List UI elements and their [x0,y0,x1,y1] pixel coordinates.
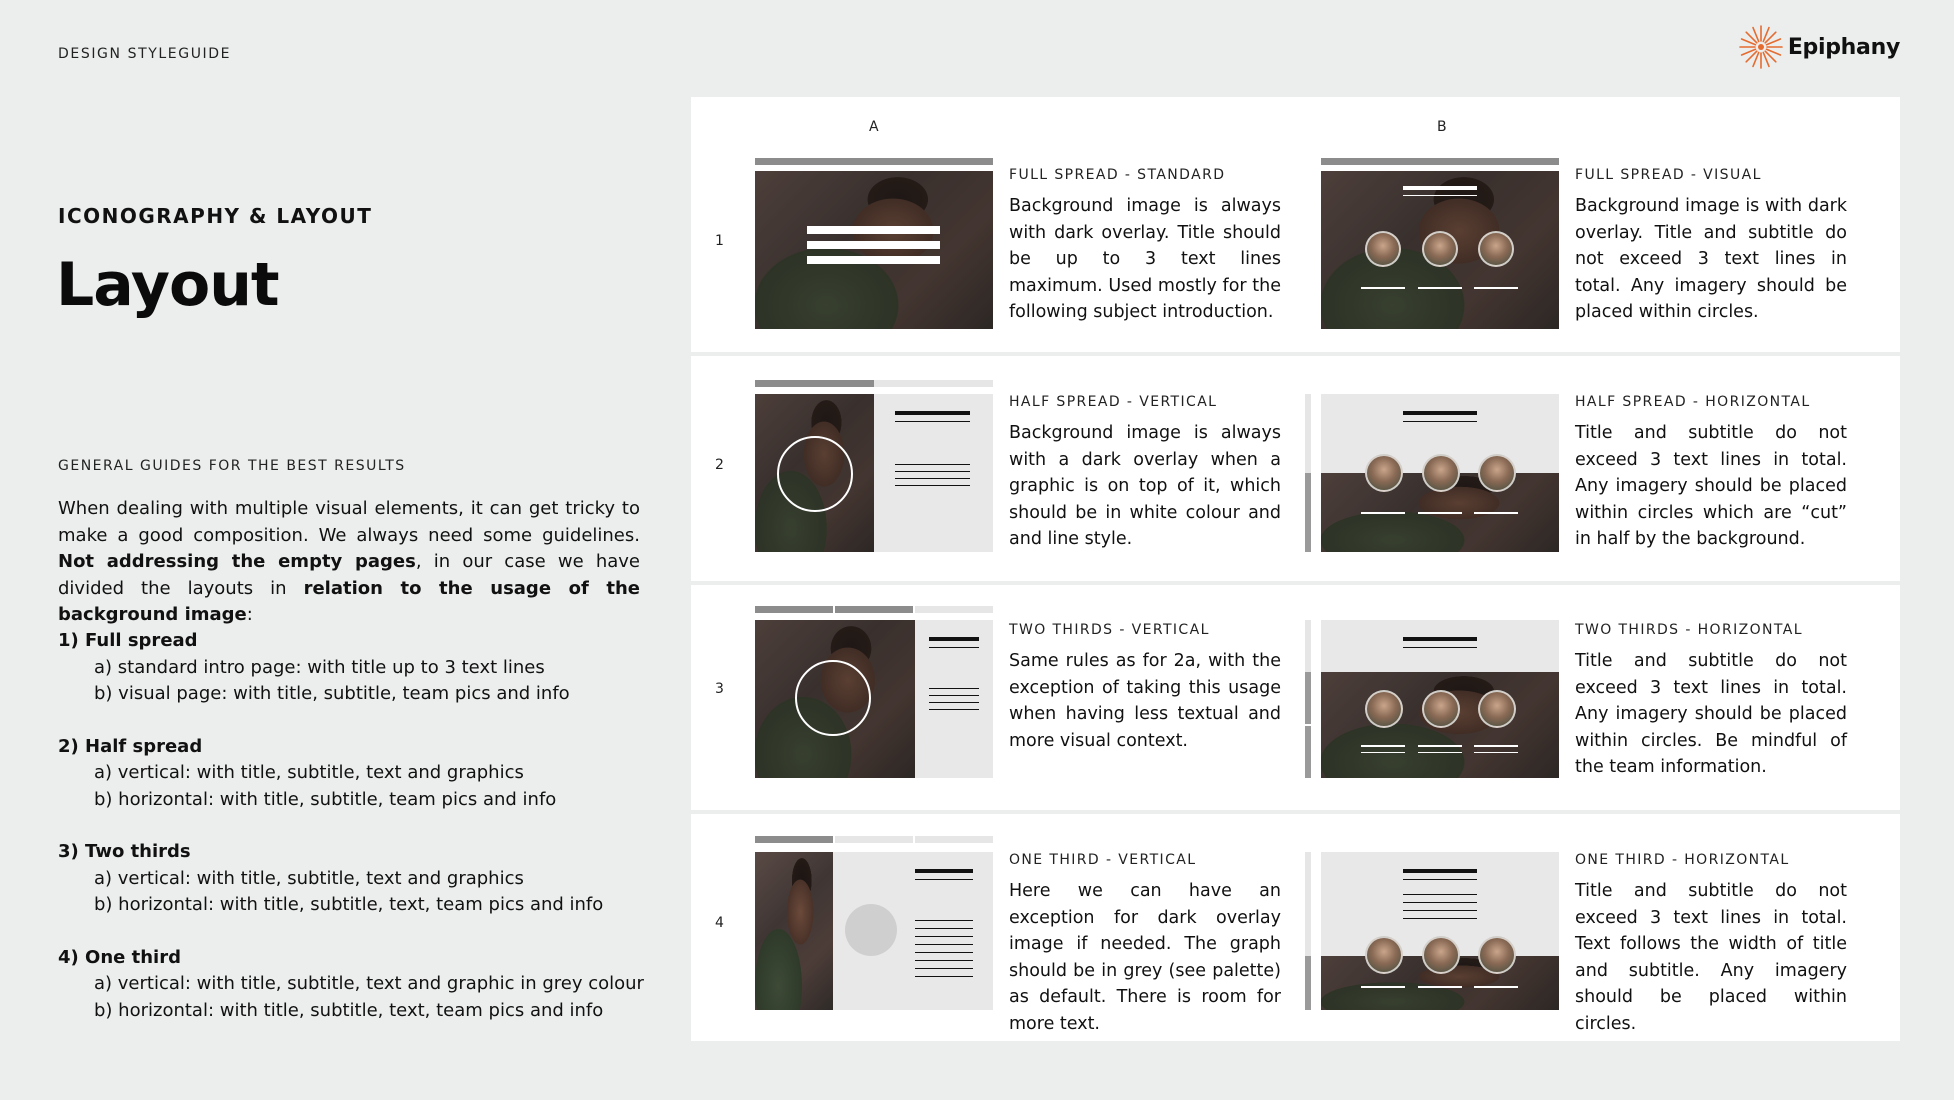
guide-item: a) vertical: with title, subtitle, text and graphic in grey colour [94,973,644,994]
text-line [895,464,970,465]
text-line [915,976,973,977]
team-avatar-circle [1478,690,1516,728]
team-avatar-circle [1478,454,1516,492]
thumb-half-spread-vertical [755,394,993,552]
layout-description: Background image is with dark overlay. Title and subtitle do not exceed 3 text lines in total. Any imagery should be placed within circles. [1575,196,1847,322]
layout-description: Same rules as for 2a, with the exception of taking this usage when having less textual and more visual context. [1009,651,1281,751]
info-line [1361,745,1405,747]
guide-list [58,628,658,1050]
row-divider [691,810,1900,814]
text-line [1403,910,1477,911]
layout-topbar-light [835,836,913,843]
thumb-full-spread-standard [755,171,993,329]
row-number: 3 [715,681,724,697]
team-avatar-circle [1365,231,1401,267]
title-line [915,869,973,873]
text-line [929,688,979,689]
info-line [1361,986,1405,988]
layout-topbar-light [874,380,993,387]
grey-panel [874,394,993,552]
title-line [1403,637,1477,641]
info-line [1361,512,1405,514]
title-line [895,411,970,415]
layout-panel [691,97,1900,1041]
subtitle-line [895,421,970,422]
text-line [1403,918,1477,919]
layout-description: Here we can have an exception for dark overlay image if needed. The graph should be in grey (see palette) as default. There is room for more text. [1009,881,1281,1034]
text-line [1403,902,1477,903]
layout-sidebar-light [1305,394,1311,473]
layout-topbar [1321,158,1559,165]
info-line [1474,752,1518,753]
guide-item: b) visual page: with title, subtitle, team pics and info [94,683,570,704]
team-avatar-circle [1422,690,1460,728]
layout-title: FULL SPREAD - STANDARD [1009,167,1226,183]
layout-topbar [755,380,874,387]
guide-group-one-third [58,945,658,1025]
team-avatar-circle [1365,690,1403,728]
title-line [807,226,940,234]
grey-panel [1321,620,1559,672]
text-line [895,478,970,479]
thumb-two-thirds-horizontal [1321,620,1559,778]
layout-description: Title and subtitle do not exceed 3 text lines in total. Text follows the width of title and subtitle. Any imagery should be placed within circles. [1575,881,1847,1034]
layout-description: Title and subtitle do not exceed 3 text lines in total. Any imagery should be placed within circles. Be mindful of the team information. [1575,651,1847,777]
guide-heading: 4) One third [58,946,181,968]
text-line [915,928,973,929]
info-line [1418,752,1462,753]
guides-title: GENERAL GUIDES FOR THE BEST RESULTS [58,458,406,474]
info-line [1418,287,1462,289]
row-number: 1 [715,233,724,249]
team-avatar-circle [1422,454,1460,492]
team-avatar-circle [1422,936,1460,974]
thumb-two-thirds-vertical [755,620,993,778]
layout-title: TWO THIRDS - HORIZONTAL [1575,622,1803,638]
layout-topbar [755,836,833,843]
header-label: DESIGN STYLEGUIDE [58,46,232,62]
intro-text-2: , in our case we have divided the layouts in [58,551,640,599]
section-title: ICONOGRAPHY & LAYOUT [58,204,373,228]
guide-item: a) vertical: with title, subtitle, text and graphics [94,762,524,783]
grey-graph-circle [845,904,897,956]
sunburst-icon [1738,24,1784,70]
text-line [895,471,970,472]
graphic-circle [777,436,853,512]
info-line [1474,287,1518,289]
team-avatar-circle [1422,231,1458,267]
layout-title: HALF SPREAD - VERTICAL [1009,394,1218,410]
subtitle-line [1403,195,1477,196]
layout-title: FULL SPREAD - VISUAL [1575,167,1762,183]
title-line [807,241,940,249]
text-line [915,944,973,945]
layout-topbar [755,606,833,613]
guide-heading: 2) Half spread [58,735,203,757]
layout-sidebar [1305,473,1311,552]
thumb-one-third-vertical [755,852,993,1010]
logo-text: Epiphany [1787,34,1900,60]
title-line [807,256,940,264]
layout-sidebar [1305,956,1311,1010]
graphic-circle [795,660,871,736]
guide-item: a) standard intro page: with title up to 3 text lines [94,656,545,678]
layout-title: ONE THIRD - VERTICAL [1009,852,1197,868]
text-line [915,936,973,937]
layout-sidebar-light [1305,852,1311,956]
team-avatar-circle [1365,454,1403,492]
layout-description: Background image is always with dark overlay. Title should be up to 3 text lines maximum. Used mostly for the following subject introduction. [1009,196,1281,322]
info-line [1474,512,1518,514]
info-line [1418,512,1462,514]
info-line [1418,986,1462,988]
row-divider [691,352,1900,356]
guide-item: b) horizontal: with title, subtitle, text, team pics and info [94,999,604,1021]
thumb-full-spread-visual [1321,171,1559,329]
thumb-half-spread-horizontal [1321,394,1559,552]
layout-sidebar [1305,672,1311,724]
info-line [1474,745,1518,747]
background-photo [755,852,833,1010]
layout-sidebar-light [1305,620,1311,672]
text-line [929,695,979,696]
text-line [895,485,970,486]
intro-text-3: : [246,604,253,625]
guide-group-two-thirds [58,839,658,919]
info-line [1361,287,1405,289]
layout-title: ONE THIRD - HORIZONTAL [1575,852,1790,868]
guide-group-full-spread [58,628,658,708]
row-number: 2 [715,457,724,473]
column-label-a: A [869,119,879,135]
layout-topbar [755,158,993,165]
row-divider [691,581,1900,585]
guide-group-half-spread [58,734,658,814]
text-line [1403,894,1477,895]
text-line [929,702,979,703]
text-line [915,960,973,961]
subtitle-line [1403,647,1477,648]
intro-bold-1: Not addressing the empty pages [58,551,416,572]
guide-heading: 3) Two thirds [58,841,191,862]
layout-title: TWO THIRDS - VERTICAL [1009,622,1210,638]
grey-panel [915,620,993,778]
title-line [1403,186,1477,190]
guide-item: b) horizontal: with title, subtitle, text, team pics and info [94,894,604,915]
intro-text-1: When dealing with multiple visual elements, it can get tricky to make a good composition. We always need some guidelines. [58,498,640,546]
layout-topbar-light [915,836,993,843]
subtitle-line [1403,421,1477,422]
logo [1738,24,1900,70]
layout-description: Background image is always with a dark overlay when a graphic is on top of it, which should be in white colour and and line style. [1009,423,1281,549]
subtitle-line [1403,879,1477,880]
subtitle-line [915,879,973,880]
text-line [915,952,973,953]
title-line [929,637,979,641]
text-line [915,968,973,969]
guide-item: a) vertical: with title, subtitle, text and graphics [94,867,524,889]
text-line [915,920,973,921]
layout-sidebar [1305,726,1311,778]
page-title: Layout [56,250,279,320]
guide-item: b) horizontal: with title, subtitle, team pics and info [94,788,557,810]
team-avatar-circle [1365,936,1403,974]
dark-overlay [755,171,993,329]
subtitle-line [929,647,979,648]
info-line [1361,752,1405,753]
intro-bold-2: relation to the usage of the background image [58,577,640,625]
column-label-b: B [1437,119,1447,135]
guide-heading: 1) Full spread [58,630,198,651]
layout-topbar-light [915,606,993,613]
info-line [1418,745,1462,747]
intro-paragraph [58,496,640,629]
info-line [1474,986,1518,988]
title-line [1403,411,1477,415]
text-line [929,709,979,710]
layout-topbar [835,606,913,613]
team-avatar-circle [1478,231,1514,267]
thumb-one-third-horizontal [1321,852,1559,1010]
team-avatar-circle [1478,936,1516,974]
layout-description: Title and subtitle do not exceed 3 text lines in total. Any imagery should be placed within circles which are “cut” in half by the background. [1575,423,1847,549]
layout-title: HALF SPREAD - HORIZONTAL [1575,394,1811,410]
title-line [1403,869,1477,873]
row-number: 4 [715,915,724,931]
